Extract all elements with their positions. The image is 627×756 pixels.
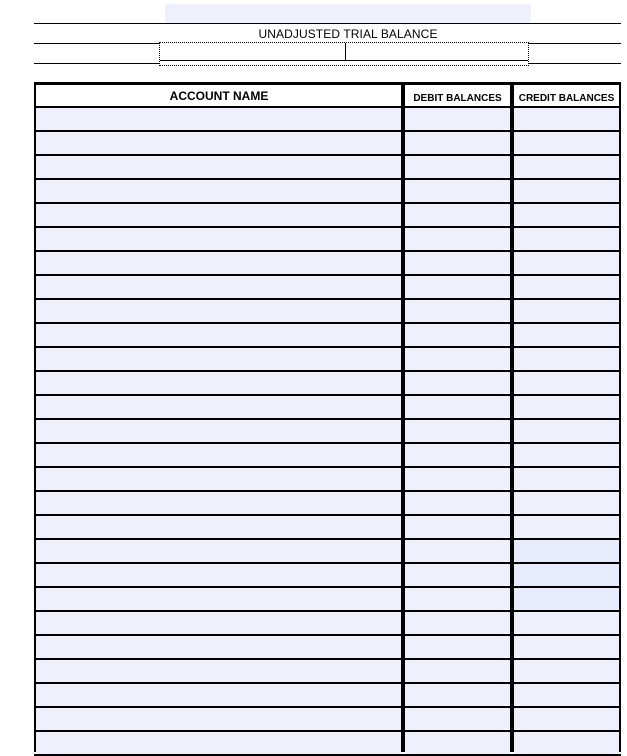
debit-balance-cell[interactable] — [405, 516, 510, 538]
credit-balance-cell[interactable] — [514, 708, 619, 730]
account-name-cell[interactable] — [36, 516, 401, 538]
account-name-cell[interactable] — [36, 204, 401, 226]
debit-balance-cell[interactable] — [405, 636, 510, 658]
account-name-cell[interactable] — [36, 420, 401, 442]
debit-balance-cell[interactable] — [405, 156, 510, 178]
account-name-cell[interactable] — [36, 564, 401, 586]
credit-balance-cell[interactable] — [514, 372, 619, 394]
account-name-cell[interactable] — [36, 612, 401, 634]
debit-balance-cell[interactable] — [405, 372, 510, 394]
credit-balance-cell[interactable] — [514, 492, 619, 514]
account-name-cell[interactable] — [36, 540, 401, 562]
credit-balance-cell[interactable] — [514, 180, 619, 202]
credit-balance-cell[interactable] — [514, 324, 619, 346]
account-name-cell[interactable] — [36, 324, 401, 346]
account-name-cell[interactable] — [36, 372, 401, 394]
debit-balance-cell[interactable] — [405, 252, 510, 274]
debit-balance-cell[interactable] — [405, 540, 510, 562]
credit-balance-cell[interactable] — [514, 516, 619, 538]
period-field-group — [159, 42, 529, 66]
credit-balance-cell[interactable] — [514, 564, 619, 586]
account-name-cell[interactable] — [36, 732, 401, 754]
credit-balance-cell[interactable] — [514, 132, 619, 154]
column-header-debit-balances: DEBIT BALANCES — [413, 93, 502, 104]
credit-balance-cell[interactable] — [514, 684, 619, 706]
account-name-cell[interactable] — [36, 588, 401, 610]
debit-balance-cell[interactable] — [405, 132, 510, 154]
account-name-cell[interactable] — [36, 228, 401, 250]
period-left-field[interactable] — [161, 44, 344, 60]
debit-balance-cell[interactable] — [405, 180, 510, 202]
debit-balance-cell[interactable] — [405, 108, 510, 130]
debit-balance-cell[interactable] — [405, 396, 510, 418]
debit-balance-cell[interactable] — [405, 660, 510, 682]
company-name-field[interactable] — [165, 4, 531, 24]
account-name-cell[interactable] — [36, 108, 401, 130]
account-name-cell[interactable] — [36, 300, 401, 322]
account-name-cell[interactable] — [36, 396, 401, 418]
credit-balance-cell[interactable] — [514, 204, 619, 226]
trial-balance-table — [34, 82, 621, 752]
account-name-cell[interactable] — [36, 468, 401, 490]
credit-balance-cell[interactable] — [514, 276, 619, 298]
account-name-cell[interactable] — [36, 180, 401, 202]
credit-balance-cell[interactable] — [514, 636, 619, 658]
credit-balance-cell[interactable] — [514, 348, 619, 370]
account-name-cell[interactable] — [36, 492, 401, 514]
debit-balance-cell[interactable] — [405, 708, 510, 730]
column-header-account-name: ACCOUNT NAME — [169, 89, 269, 103]
credit-balance-cell[interactable] — [514, 228, 619, 250]
header-rule-1 — [34, 23, 621, 24]
account-name-cell[interactable] — [36, 636, 401, 658]
debit-balance-cell[interactable] — [405, 420, 510, 442]
credit-balance-cell[interactable] — [514, 252, 619, 274]
debit-balance-cell[interactable] — [405, 228, 510, 250]
account-name-cell[interactable] — [36, 132, 401, 154]
right-border — [619, 82, 621, 752]
debit-balance-cell[interactable] — [405, 324, 510, 346]
account-name-cell[interactable] — [36, 156, 401, 178]
credit-balance-cell[interactable] — [514, 732, 619, 754]
credit-balance-cell[interactable] — [514, 660, 619, 682]
debit-balance-cell[interactable] — [405, 276, 510, 298]
debit-balance-cell[interactable] — [405, 612, 510, 634]
account-name-cell[interactable] — [36, 444, 401, 466]
debit-balance-cell[interactable] — [405, 300, 510, 322]
debit-balance-cell[interactable] — [405, 444, 510, 466]
debit-balance-cell[interactable] — [405, 732, 510, 754]
credit-balance-cell[interactable] — [514, 156, 619, 178]
credit-balance-cell[interactable] — [514, 540, 619, 562]
credit-balance-cell[interactable] — [514, 468, 619, 490]
account-name-cell[interactable] — [36, 684, 401, 706]
account-name-cell[interactable] — [36, 348, 401, 370]
credit-balance-cell[interactable] — [514, 108, 619, 130]
debit-balance-cell[interactable] — [405, 684, 510, 706]
debit-balance-cell[interactable] — [405, 588, 510, 610]
debit-balance-cell[interactable] — [405, 204, 510, 226]
credit-balance-cell[interactable] — [514, 612, 619, 634]
credit-balance-cell[interactable] — [514, 444, 619, 466]
debit-balance-cell[interactable] — [405, 348, 510, 370]
credit-balance-cell[interactable] — [514, 420, 619, 442]
credit-balance-cell[interactable] — [514, 396, 619, 418]
page-title: UNADJUSTED TRIAL BALANCE — [258, 27, 438, 41]
period-field-divider — [345, 43, 346, 61]
column-header-credit-balances: CREDIT BALANCES — [518, 93, 615, 104]
account-name-cell[interactable] — [36, 708, 401, 730]
account-name-cell[interactable] — [36, 252, 401, 274]
period-right-field[interactable] — [347, 44, 527, 60]
credit-balance-cell[interactable] — [514, 300, 619, 322]
account-name-cell[interactable] — [36, 660, 401, 682]
debit-balance-cell[interactable] — [405, 492, 510, 514]
debit-balance-cell[interactable] — [405, 468, 510, 490]
account-name-cell[interactable] — [36, 276, 401, 298]
debit-balance-cell[interactable] — [405, 564, 510, 586]
credit-balance-cell[interactable] — [514, 588, 619, 610]
